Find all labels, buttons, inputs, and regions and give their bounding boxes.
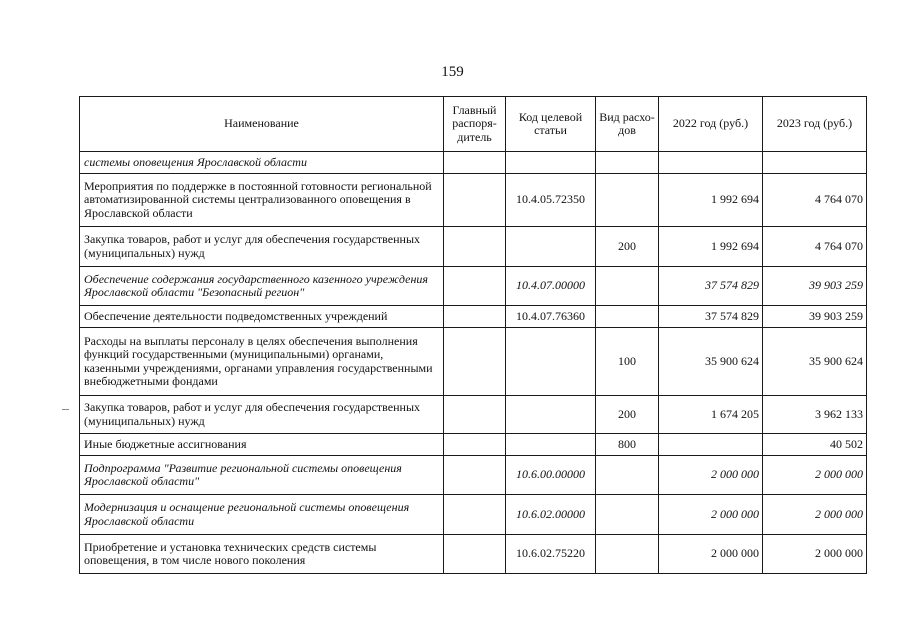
table-row bbox=[80, 396, 867, 434]
cell-name: Расходы на выплаты персоналу в целях обеспечения выполнения функций государственными (муниципальными) органами, казенными учреждениями, органами управления государственными внебюджетными фондами bbox=[80, 328, 444, 396]
cell-2022 bbox=[659, 152, 763, 174]
table-row bbox=[80, 456, 867, 495]
header-2022: 2022 год (руб.) bbox=[659, 97, 763, 152]
table-header-row bbox=[80, 97, 867, 152]
cell-2023: 2 000 000 bbox=[763, 456, 867, 495]
table-row bbox=[80, 535, 867, 574]
table-row bbox=[80, 434, 867, 456]
cell-2022: 37 574 829 bbox=[659, 267, 763, 306]
cell-admin bbox=[444, 434, 506, 456]
cell-admin bbox=[444, 396, 506, 434]
budget-table bbox=[79, 96, 867, 574]
cell-code bbox=[506, 434, 596, 456]
cell-name: Обеспечение содержания государственного казенного учреждения Ярославской области "Безопасный регион" bbox=[80, 267, 444, 306]
cell-admin bbox=[444, 328, 506, 396]
cell-2022: 2 000 000 bbox=[659, 535, 763, 574]
cell-name: Иные бюджетные ассигнования bbox=[80, 434, 444, 456]
cell-admin bbox=[444, 535, 506, 574]
cell-kind bbox=[596, 267, 659, 306]
cell-admin bbox=[444, 495, 506, 535]
cell-name: Модернизация и оснащение региональной системы оповещения Ярославской области bbox=[80, 495, 444, 535]
cell-admin bbox=[444, 174, 506, 227]
table-row bbox=[80, 328, 867, 396]
table-row bbox=[80, 495, 867, 535]
cell-code: 10.6.02.75220 bbox=[506, 535, 596, 574]
header-name: Наименование bbox=[80, 97, 444, 152]
cell-code: 10.4.07.76360 bbox=[506, 306, 596, 328]
margin-mark bbox=[62, 409, 69, 410]
cell-kind bbox=[596, 152, 659, 174]
cell-admin bbox=[444, 152, 506, 174]
cell-kind: 800 bbox=[596, 434, 659, 456]
table-row bbox=[80, 306, 867, 328]
cell-name: Обеспечение деятельности подведомственных учреждений bbox=[80, 306, 444, 328]
table-row bbox=[80, 227, 867, 267]
header-kind: Вид расхо-дов bbox=[596, 97, 659, 152]
cell-name: Закупка товаров, работ и услуг для обеспечения государственных (муниципальных) нужд bbox=[80, 396, 444, 434]
cell-name: Приобретение и установка технических средств системы оповещения, в том числе нового поколения bbox=[80, 535, 444, 574]
cell-2022: 2 000 000 bbox=[659, 495, 763, 535]
cell-admin bbox=[444, 306, 506, 328]
cell-kind: 200 bbox=[596, 227, 659, 267]
cell-2022: 37 574 829 bbox=[659, 306, 763, 328]
cell-kind bbox=[596, 174, 659, 227]
table-row bbox=[80, 152, 867, 174]
cell-code: 10.6.00.00000 bbox=[506, 456, 596, 495]
cell-kind: 200 bbox=[596, 396, 659, 434]
cell-2023: 3 962 133 bbox=[763, 396, 867, 434]
header-admin: Главный распоря-дитель bbox=[444, 97, 506, 152]
cell-admin bbox=[444, 267, 506, 306]
cell-2023: 2 000 000 bbox=[763, 495, 867, 535]
cell-2022: 1 674 205 bbox=[659, 396, 763, 434]
cell-code bbox=[506, 328, 596, 396]
cell-2023: 39 903 259 bbox=[763, 306, 867, 328]
header-code: Код целевой статьи bbox=[506, 97, 596, 152]
cell-2022: 2 000 000 bbox=[659, 456, 763, 495]
cell-admin bbox=[444, 227, 506, 267]
cell-name: Подпрограмма "Развитие региональной системы оповещения Ярославской области" bbox=[80, 456, 444, 495]
header-2023: 2023 год (руб.) bbox=[763, 97, 867, 152]
cell-code bbox=[506, 152, 596, 174]
cell-2023: 4 764 070 bbox=[763, 174, 867, 227]
cell-name: Закупка товаров, работ и услуг для обеспечения государственных (муниципальных) нужд bbox=[80, 227, 444, 267]
cell-kind: 100 bbox=[596, 328, 659, 396]
cell-code bbox=[506, 396, 596, 434]
cell-2022: 1 992 694 bbox=[659, 174, 763, 227]
page-number: 159 bbox=[441, 64, 464, 80]
cell-2022: 1 992 694 bbox=[659, 227, 763, 267]
cell-2023: 2 000 000 bbox=[763, 535, 867, 574]
cell-name: Мероприятия по поддержке в постоянной готовности региональной автоматизированной системы централизованного оповещения в Ярославской области bbox=[80, 174, 444, 227]
cell-2023: 35 900 624 bbox=[763, 328, 867, 396]
cell-2023: 40 502 bbox=[763, 434, 867, 456]
cell-code: 10.4.07.00000 bbox=[506, 267, 596, 306]
table-row bbox=[80, 267, 867, 306]
cell-2023 bbox=[763, 152, 867, 174]
cell-2023: 39 903 259 bbox=[763, 267, 867, 306]
cell-code: 10.4.05.72350 bbox=[506, 174, 596, 227]
table-row bbox=[80, 174, 867, 227]
cell-2023: 4 764 070 bbox=[763, 227, 867, 267]
cell-code: 10.6.02.00000 bbox=[506, 495, 596, 535]
cell-code bbox=[506, 227, 596, 267]
cell-kind bbox=[596, 535, 659, 574]
cell-kind bbox=[596, 495, 659, 535]
cell-2022 bbox=[659, 434, 763, 456]
cell-admin bbox=[444, 456, 506, 495]
cell-kind bbox=[596, 456, 659, 495]
cell-name: системы оповещения Ярославской области bbox=[80, 152, 444, 174]
cell-kind bbox=[596, 306, 659, 328]
cell-2022: 35 900 624 bbox=[659, 328, 763, 396]
